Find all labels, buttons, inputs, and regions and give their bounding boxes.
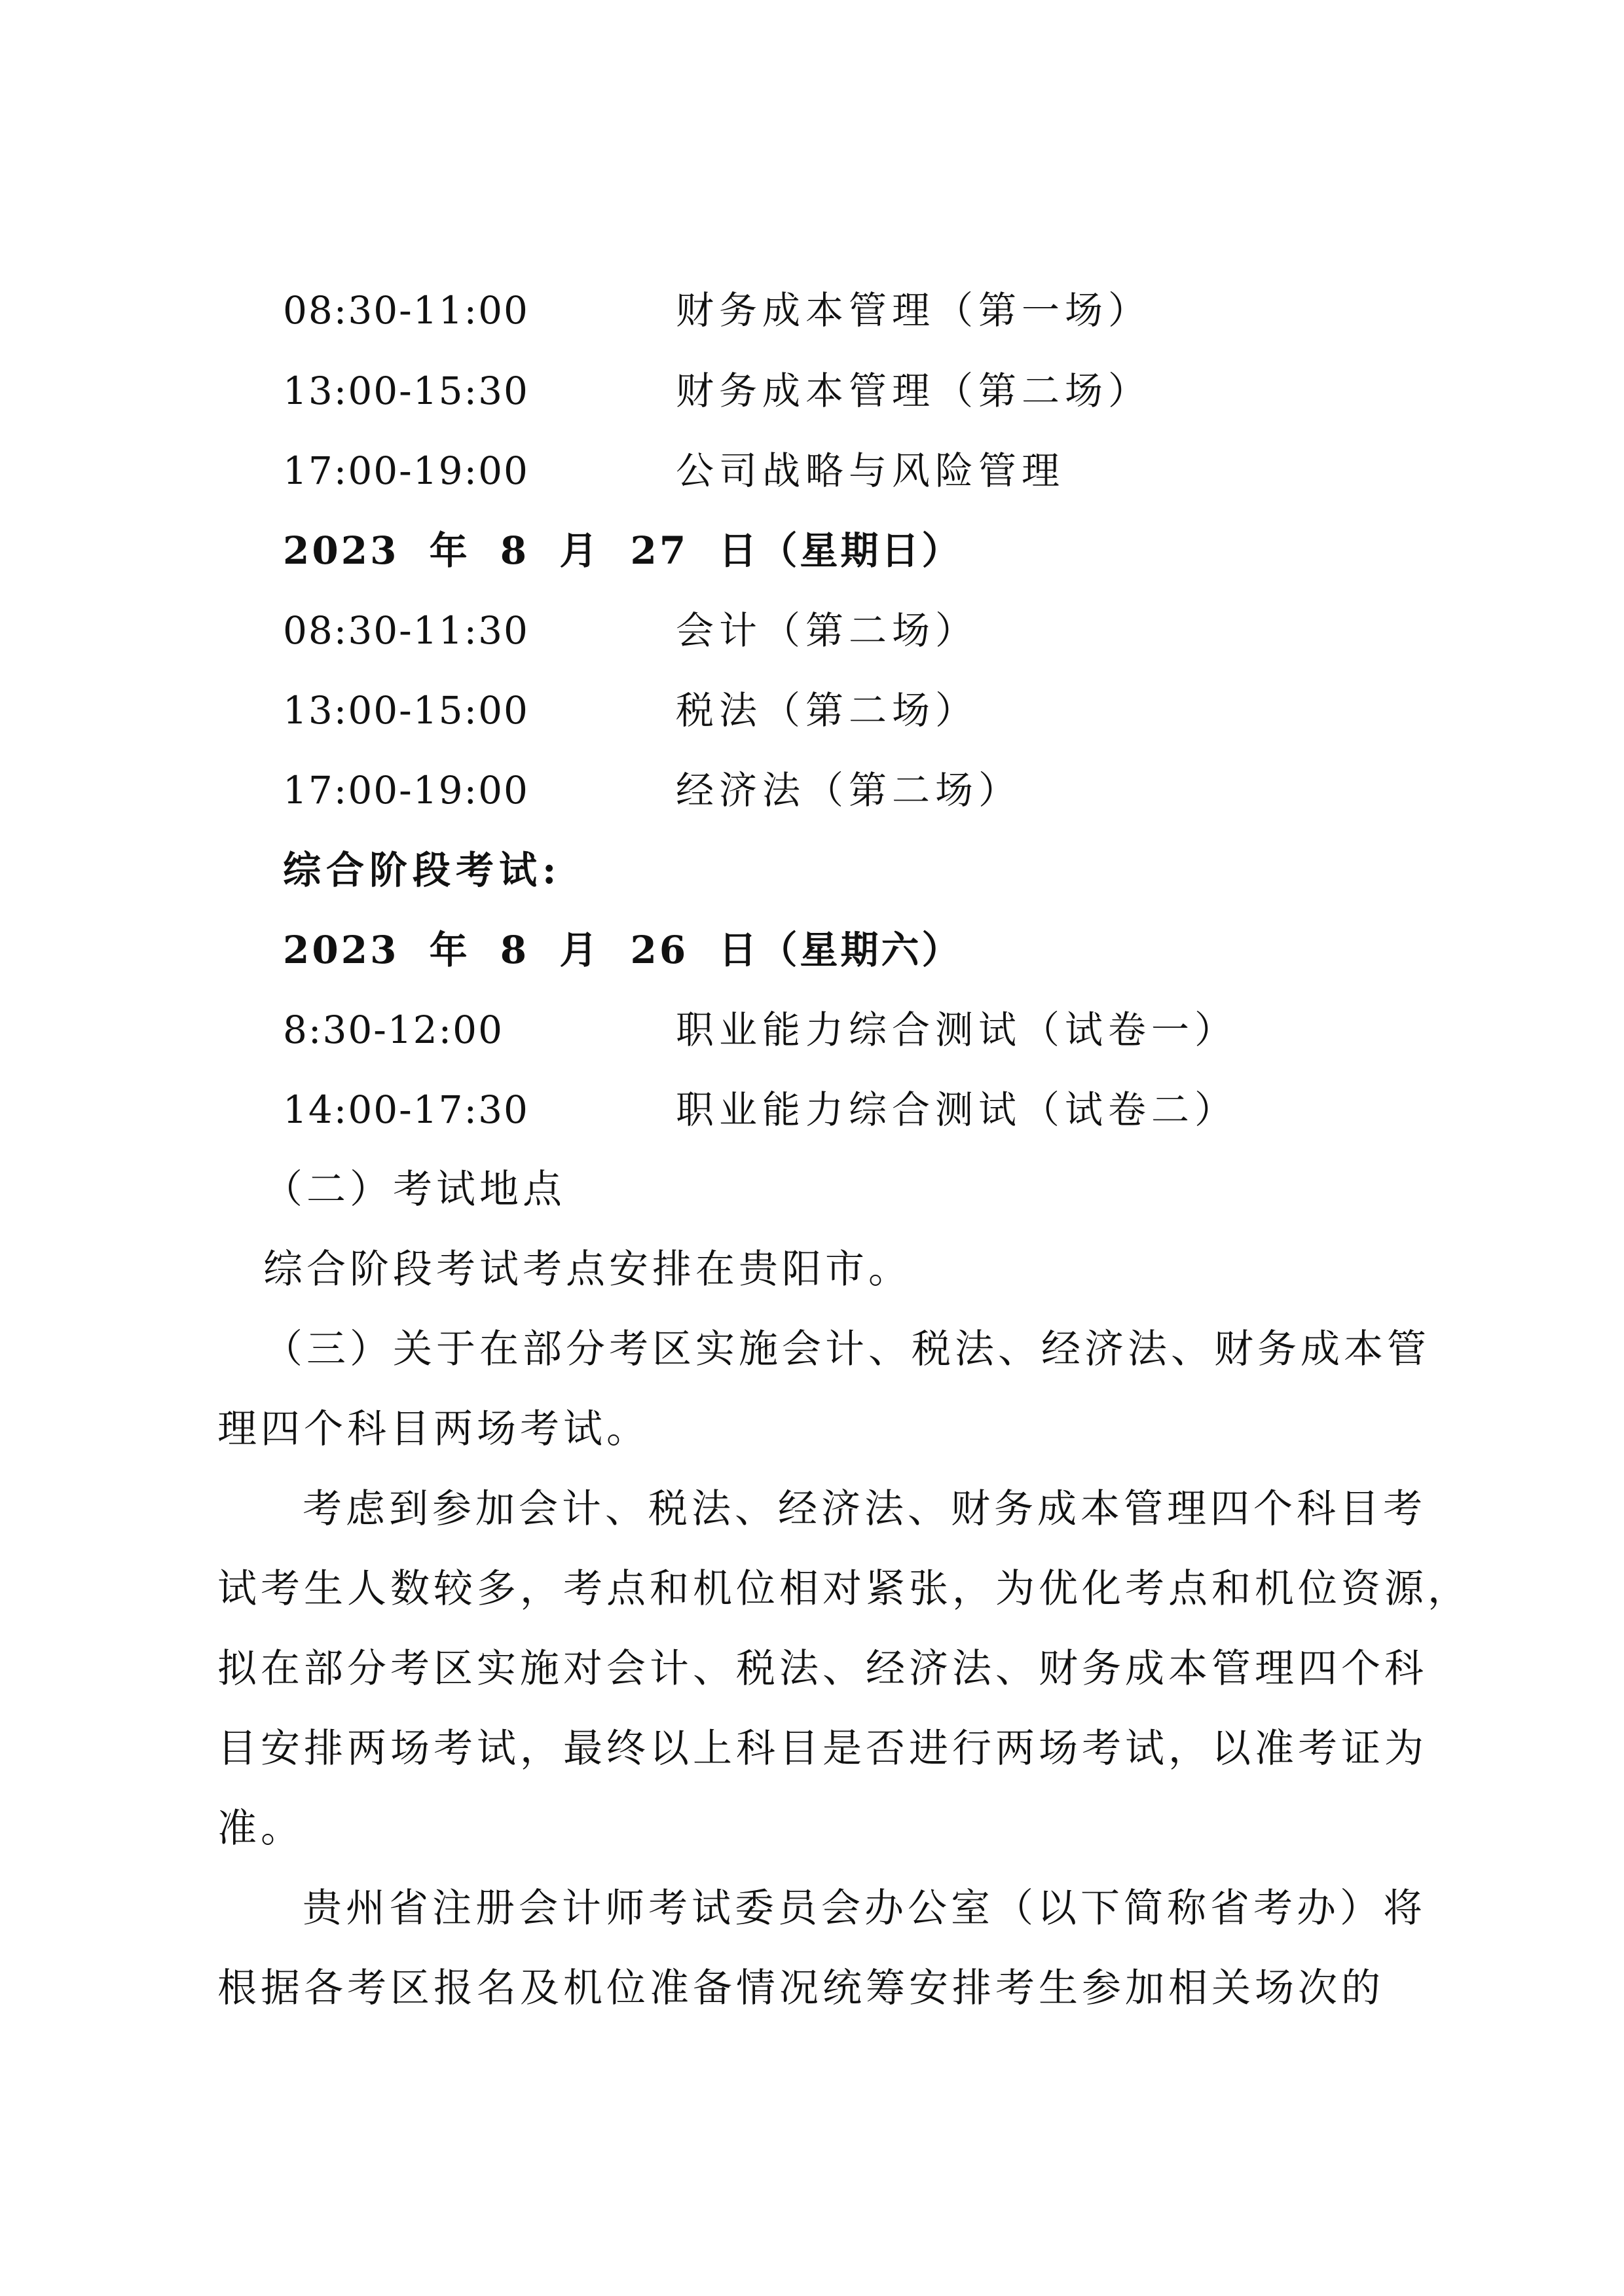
paragraph-1-line: 准。 xyxy=(217,1806,304,1851)
exam-subject: 职业能力综合测试（试卷二） xyxy=(676,1087,1238,1132)
paragraph-1-line: 试考生人数较多，考点和机位相对紧张，为优化考点和机位资源， xyxy=(217,1566,1471,1612)
comprehensive-stage-heading: 综合阶段考试: xyxy=(283,848,562,892)
exam-subject: 税法（第二场） xyxy=(676,688,979,733)
exam-time: 8:30-12:00 xyxy=(283,1008,504,1052)
paragraph-1-line: 考虑到参加会计、税法、经济法、财务成本管理四个科目考 xyxy=(303,1486,1426,1532)
exam-subject: 职业能力综合测试（试卷一） xyxy=(676,1008,1238,1052)
exam-date: 2023 年 8 月 27 日（星期日） xyxy=(283,528,963,573)
exam-subject: 财务成本管理（第二场） xyxy=(676,369,1152,413)
exam-time: 17:00-19:00 xyxy=(283,768,529,812)
exam-date: 2023 年 8 月 26 日（星期六） xyxy=(283,928,963,972)
section-3-title-line1: （三）关于在部分考区实施会计、税法、经济法、财务成本管 xyxy=(263,1326,1430,1372)
paragraph-2-line: 贵州省注册会计师考试委员会办公室（以下简称省考办）将 xyxy=(303,1886,1426,1931)
paragraph-2-line: 根据各考区报名及机位准备情况统筹安排考生参加相关场次的 xyxy=(217,1965,1384,2011)
section-3-title-line2: 理四个科目两场考试。 xyxy=(217,1406,650,1452)
exam-subject: 财务成本管理（第一场） xyxy=(676,288,1152,333)
exam-subject: 会计（第二场） xyxy=(676,608,979,653)
exam-time: 17:00-19:00 xyxy=(283,448,529,493)
section-2-title: （二）考试地点 xyxy=(263,1167,566,1212)
exam-time: 13:00-15:00 xyxy=(283,688,529,733)
exam-time: 08:30-11:00 xyxy=(283,288,529,333)
paragraph-1-line: 拟在部分考区实施对会计、税法、经济法、财务成本管理四个科 xyxy=(217,1646,1428,1692)
exam-time: 08:30-11:30 xyxy=(283,608,529,653)
exam-subject: 公司战略与风险管理 xyxy=(676,448,1065,493)
section-2-body: 综合阶段考试考点安排在贵阳市。 xyxy=(263,1247,912,1292)
exam-subject: 经济法（第二场） xyxy=(676,768,1022,812)
exam-time: 13:00-15:30 xyxy=(283,369,529,413)
paragraph-1-line: 目安排两场考试，最终以上科目是否进行两场考试，以准考证为 xyxy=(217,1726,1428,1772)
exam-time: 14:00-17:30 xyxy=(283,1087,529,1132)
